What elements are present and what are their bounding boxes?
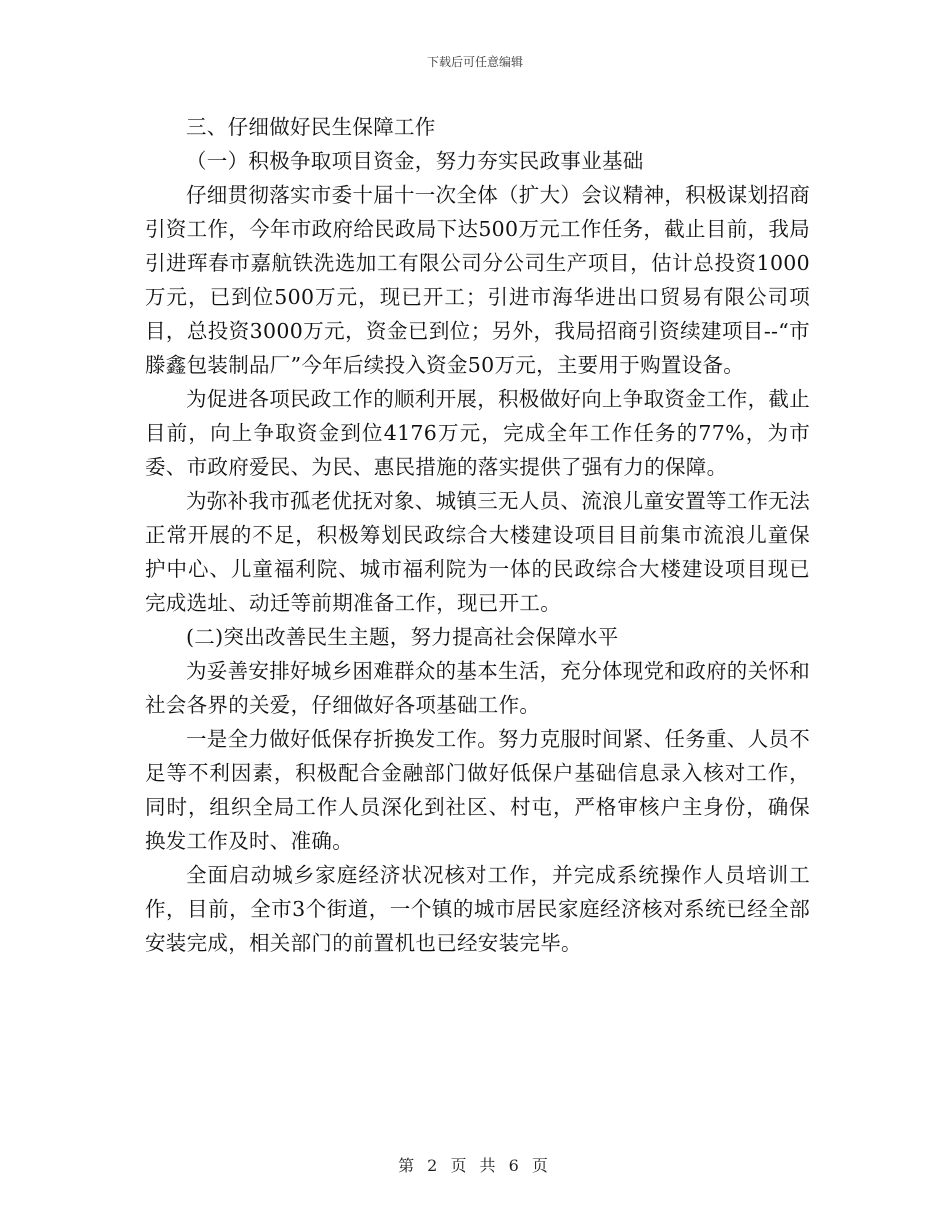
subsection-heading-2: (二)突出改善民生主题，努力提高社会保障水平: [186, 625, 619, 649]
paragraph-economic-verification: 全面启动城乡家庭经济状况核对工作，并完成系统操作人员培训工作，目前，全市3个街道，一个镇的城市居民家庭经济核对系统已经全部安装完成，相关部门的前置机也已经安装完毕。: [145, 863, 810, 955]
subsection-heading-1: （一）积极争取项目资金，努力夯实民政事业基础: [186, 149, 644, 173]
page-footer: 第 2 页 共 6 页: [398, 1156, 552, 1175]
document-body: [145, 110, 810, 960]
section-heading: 三、仔细做好民生保障工作: [186, 115, 436, 139]
page-header: 下载后可任意编辑: [426, 55, 523, 69]
paragraph-funding: 为促进各项民政工作的顺利开展，积极做好向上争取资金工作，截止目前，向上争取资金到位4176万元，完成全年工作任务的77%，为市委、市政府爱民、为民、惠民措施的落实提供了强有力的保障。: [145, 387, 810, 479]
paragraph-passbook-exchange: 一是全力做好低保存折换发工作。努力克服时间紧、任务重、人员不足等不利因素，积极配合金融部门做好低保户基础信息录入核对工作，同时，组织全局工作人员深化到社区、村屯，严格审核户主身份，确保换发工作及时、准确。: [145, 727, 810, 853]
paragraph-investment: 仔细贯彻落实市委十届十一次全体（扩大）会议精神，积极谋划招商引资工作，今年市政府给民政局下达500万元工作任务，截止目前，我局引进珲春市嘉航铁洗选加工有限公司分公司生产项目，估计总投资1000万元，已到位500万元，现已开工；引进市海华进出口贸易有限公司项目，总投资3000万元，资金已到位；另外，我局招商引资续建项目--“市滕鑫包装制品厂”今年后续投入资金50万元，主要用于购置设备。: [145, 183, 810, 377]
paragraph-basic-living: 为妥善安排好城乡困难群众的基本生活，充分体现党和政府的关怀和社会各界的关爱，仔细做好各项基础工作。: [145, 659, 810, 717]
paragraph-building-project: 为弥补我市孤老优抚对象、城镇三无人员、流浪儿童安置等工作无法正常开展的不足，积极筹划民政综合大楼建设项目目前集市流浪儿童保护中心、儿童福利院、城市福利院为一体的民政综合大楼建设项目现已完成选址、动迁等前期准备工作，现已开工。: [145, 489, 810, 615]
